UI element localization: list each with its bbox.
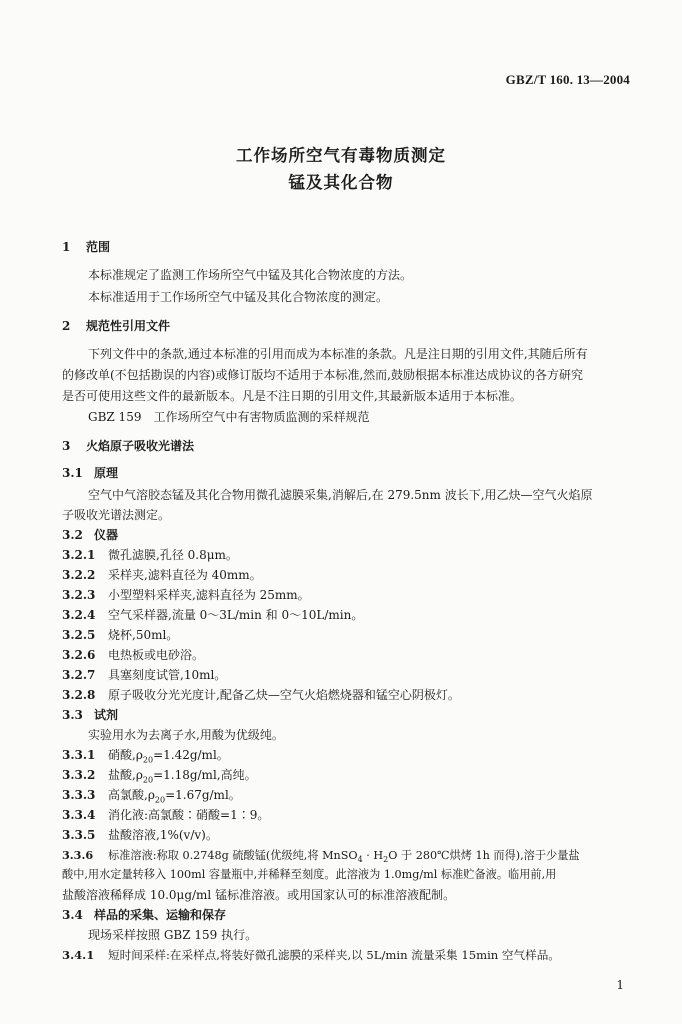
item-3-3-1: 3.3.1 硝酸$,\rho_{20}=1.42g/ml$。 [62, 748, 229, 765]
item-3-2-5: 3.2.5 烧杯,50ml。 [62, 628, 179, 642]
item-3-2-4: 3.2.4 空气采样器,流量 0～3L/min 和 0～10L/min。 [62, 608, 364, 622]
section-3-1-heading: 3.1 原理 [62, 466, 119, 480]
section-3-4-intro: 现场采样按照 GBZ 159 执行。 [88, 928, 258, 942]
item-3-4-1: 3.4.1 短时间采样:在采样点,将装好微孔滤膜的采样夹,以 5L/min 流量采集 15min 空气样品。 [62, 948, 560, 962]
section-3-1-para-line-1: 空气中气溶胶态锰及其化合物用微孔滤膜采集,消解后,在 279.5nm 波长下,用乙炔—空气火焰原 [88, 488, 593, 502]
section-3-2-heading: 3.2 仪器 [62, 528, 119, 542]
item-3-2-1: 3.2.1 微孔滤膜,孔径 0.8μm。 [62, 548, 238, 562]
item-3-2-7: 3.2.7 具塞刻度试管,10ml。 [62, 668, 227, 682]
section-3-3-intro: 实验用水为去离子水,用酸为优级纯。 [88, 728, 284, 742]
page-number: 1 [616, 978, 624, 992]
item-3-3-3: 3.3.3 高氯酸$,\rho_{20}=1.67g/ml$。 [62, 788, 241, 805]
section-3-heading: 3 火焰原子吸收光谱法 [62, 439, 195, 453]
item-3-2-2: 3.2.2 采样夹,滤料直径为 40mm。 [62, 568, 262, 582]
section-1-heading: 1 范围 [62, 240, 111, 254]
reference-gbz159: GBZ 159 工作场所空气中有害物质监测的采样规范 [88, 410, 370, 424]
item-3-3-6-line-2: 酸中,用水定量转移入 100ml 容量瓶中,并稀释至刻度。此溶液为 1.0mg/ml 标准贮备液。临用前,用 [62, 868, 557, 881]
doc-title-line2: 锰及其化合物 [288, 173, 394, 192]
item-3-3-5: 3.3.5 盐酸溶液,1%(v/v)。 [62, 828, 218, 842]
item-3-2-3: 3.2.3 小型塑料采样夹,滤料直径为 25mm。 [62, 588, 310, 602]
section-3-1-para-line-2: 子吸收光谱法测定。 [62, 508, 171, 522]
section-3-4-heading: 3.4 样品的采集、运输和保存 [62, 908, 227, 922]
item-3-3-2: 3.3.2 盐酸$,\rho_{20}=1.18g/ml$,高纯。 [62, 768, 257, 785]
section-2-heading: 2 规范性引用文件 [62, 319, 171, 333]
section-2-para-line-2: 的修改单(不包括勘误的内容)或修订版均不适用于本标准,然而,鼓励根据本标准达成协议的各方研究 [62, 368, 583, 382]
item-3-2-8: 3.2.8 原子吸收分光光度计,配备乙炔—空气火焰燃烧器和锰空心阴极灯。 [62, 688, 460, 702]
section-1-para-1: 本标准规定了监测工作场所空气中锰及其化合物浓度的方法。 [88, 268, 413, 282]
item-3-3-4: 3.3.4 消化液:高氯酸∶硝酸=1∶9。 [62, 808, 270, 822]
section-2-para-line-1: 下列文件中的条款,通过本标准的引用而成为本标准的条款。凡是注日期的引用文件,其随后所有 [88, 347, 588, 361]
standard-number: GBZ/T 160. 13—2004 [505, 72, 630, 87]
section-1-para-2: 本标准适用于工作场所空气中锰及其化合物浓度的测定。 [88, 290, 389, 304]
item-3-3-6-line-3: 盐酸溶液稀释成 10.0μg/ml 锰标准溶液。或用国家认可的标准溶液配制。 [62, 888, 456, 902]
doc-title-line1: 工作场所空气有毒物质测定 [236, 146, 446, 165]
item-3-2-6: 3.2.6 电热板或电砂浴。 [62, 648, 205, 662]
section-3-3-heading: 3.3 试剂 [62, 708, 119, 722]
section-2-para-line-3: 是否可使用这些文件的最新版本。凡是不注日期的引用文件,其最新版本适用于本标准。 [62, 389, 522, 403]
item-3-3-6-line-1: 3.3.6 标准溶液:称取 0.2748g 硫酸锰(优级纯,将 MnSO$_4$ · $H_2O$ 于 280℃烘烤 1h 而得),溶于少量盐 [62, 848, 580, 865]
